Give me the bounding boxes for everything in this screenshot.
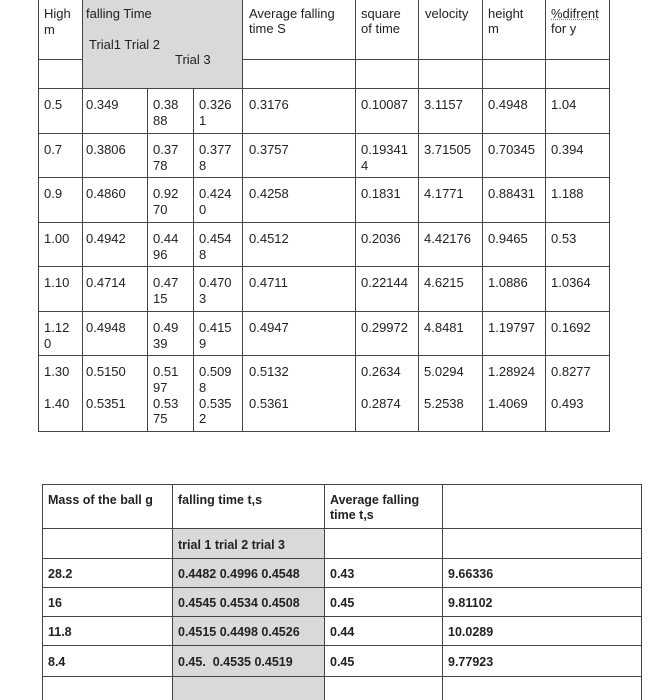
cell-height: 1.10 xyxy=(44,275,70,290)
cell-g: 10.0289 xyxy=(448,625,494,639)
cell-trial3-cont: 0 xyxy=(199,202,207,217)
cell-trial2: 0.53 xyxy=(153,396,179,411)
cell-average: 0.4947 xyxy=(249,320,289,335)
cell-percent: 0.493 xyxy=(551,396,584,411)
cell-trial2: 0.44 xyxy=(153,231,179,246)
cell-trial1: 0.4860 xyxy=(86,186,126,201)
cell-square: 0.1831 xyxy=(361,186,401,201)
cell-average: 0.4258 xyxy=(249,186,289,201)
cell-mass: 8.4 xyxy=(48,655,66,669)
cell-average: 0.44 xyxy=(330,625,355,639)
cell-percent: 1.04 xyxy=(551,97,577,112)
cell-velocity: 3.71505 xyxy=(424,142,471,157)
cell-trial2-cont: 78 xyxy=(153,158,168,173)
cell-height: 0.5 xyxy=(44,97,63,112)
cell-trial3: 0.454 xyxy=(199,231,232,246)
header-height-col: height xyxy=(488,6,524,21)
header-velocity: velocity xyxy=(425,6,469,21)
cell-trial3: 0.326 xyxy=(199,97,232,112)
cell-trial3-cont: 8 xyxy=(199,158,207,173)
cell-trial2-cont: 39 xyxy=(153,336,168,351)
cell-mass: 16 xyxy=(48,596,62,610)
cell-trial3: 0.470 xyxy=(199,275,232,290)
cell-percent: 0.8277 xyxy=(551,364,591,379)
cell-velocity: 4.42176 xyxy=(424,231,471,246)
cell-height: 1.12 xyxy=(44,320,70,335)
cell-square: 0.22144 xyxy=(361,275,408,290)
cell-trial2: 0.38 xyxy=(153,97,179,112)
cell-trial1: 0.5150 xyxy=(86,364,126,379)
cell-height: 1.00 xyxy=(44,231,70,246)
cell-percent: 1.0364 xyxy=(551,275,591,290)
header-average-unit: time S xyxy=(249,21,286,36)
cell-trial1: 0.3806 xyxy=(86,142,126,157)
cell-trials: 0.4545 0.4534 0.4508 xyxy=(178,596,300,610)
cell-trial2: 0.37 xyxy=(153,142,179,157)
header-mass: Mass of the ball g xyxy=(48,493,153,507)
header-square: square xyxy=(361,6,401,21)
cell-average: 0.4711 xyxy=(249,275,288,290)
cell-height: 0.9 xyxy=(44,186,63,201)
cell-trial3: 0.415 xyxy=(199,320,232,335)
header-falling-time: falling time t,s xyxy=(178,493,263,507)
cell-height-cont: 0 xyxy=(44,336,52,351)
cell-trial3-cont: 8 xyxy=(199,247,207,262)
cell-height: 1.40 xyxy=(44,396,70,411)
cell-height-m: 1.4069 xyxy=(488,396,528,411)
header-height-unit: m xyxy=(44,22,55,37)
cell-trial3: 0.377 xyxy=(199,142,232,157)
cell-square-cont: 4 xyxy=(361,158,369,173)
cell-trial3-cont: 8 xyxy=(199,380,207,395)
cell-average: 0.45 xyxy=(330,596,355,610)
cell-trial2-cont: 70 xyxy=(153,202,168,217)
cell-trial1: 0.5351 xyxy=(86,396,126,411)
header-average: Average falling xyxy=(249,6,335,21)
cell-height-m: 0.9465 xyxy=(488,231,528,246)
cell-height-m: 0.4948 xyxy=(488,97,528,112)
header-trials: trial 1 trial 2 trial 3 xyxy=(178,538,285,552)
cell-average: 0.3757 xyxy=(249,142,289,157)
cell-velocity: 4.8481 xyxy=(424,320,464,335)
cell-percent: 0.394 xyxy=(551,142,584,157)
cell-g: 9.81102 xyxy=(448,596,493,610)
cell-mass: 28.2 xyxy=(48,567,73,581)
cell-velocity: 4.6215 xyxy=(424,275,464,290)
cell-average: 0.5361 xyxy=(249,396,289,411)
cell-trial3: 0.509 xyxy=(199,364,232,379)
cell-square: 0.10087 xyxy=(361,97,408,112)
cell-velocity: 3.1157 xyxy=(424,97,463,112)
cell-percent: 1.188 xyxy=(551,186,584,201)
cell-trial3: 0.424 xyxy=(199,186,232,201)
cell-trials: 0.4482 0.4996 0.4548 xyxy=(178,567,300,581)
header-percent-diff-2: for y xyxy=(551,21,577,36)
header-trial3: Trial 3 xyxy=(175,52,211,67)
cell-average: 0.3176 xyxy=(249,97,289,112)
cell-average: 0.4512 xyxy=(249,231,289,246)
cell-average: 0.5132 xyxy=(249,364,289,379)
cell-trial2: 0.92 xyxy=(153,186,179,201)
cell-height-m: 0.70345 xyxy=(488,142,535,157)
cell-height: 0.7 xyxy=(44,142,63,157)
cell-trial1: 0.349 xyxy=(86,97,119,112)
cell-velocity: 5.2538 xyxy=(424,396,464,411)
table-2 xyxy=(0,480,664,700)
header-average-unit: time t,s xyxy=(330,508,374,522)
grey-trials-column xyxy=(172,528,324,700)
header-trials: Trial1 Trial 2 xyxy=(89,37,161,52)
cell-height-m: 1.0886 xyxy=(488,275,528,290)
cell-square: 0.2634 xyxy=(361,364,401,379)
cell-height-m: 1.19797 xyxy=(488,320,535,335)
header-average: Average falling xyxy=(330,493,420,507)
header-falling-time: falling Time xyxy=(86,6,152,21)
cell-square: 0.2874 xyxy=(361,396,401,411)
cell-average: 0.45 xyxy=(330,655,355,669)
cell-square: 0.2036 xyxy=(361,231,401,246)
cell-percent: 0.53 xyxy=(551,231,577,246)
cell-trial2-cont: 97 xyxy=(153,380,168,395)
cell-g: 9.77923 xyxy=(448,655,494,669)
cell-height-m: 1.28924 xyxy=(488,364,535,379)
cell-square: 0.29972 xyxy=(361,320,408,335)
cell-trials: 0.4515 0.4498 0.4526 xyxy=(178,625,300,639)
cell-trial1: 0.4948 xyxy=(86,320,126,335)
cell-trial1: 0.4942 xyxy=(86,231,126,246)
cell-trial2-cont: 96 xyxy=(153,247,168,262)
cell-trial1: 0.4714 xyxy=(86,275,126,290)
cell-trial3-cont: 2 xyxy=(199,411,207,426)
cell-height: 1.30 xyxy=(44,364,70,379)
header-percent-diff: %difrent xyxy=(551,6,599,21)
header-height-col-unit: m xyxy=(488,21,499,36)
cell-average: 0.43 xyxy=(330,567,355,581)
cell-g: 9.66336 xyxy=(448,567,494,581)
header-square-2: of time xyxy=(361,21,401,36)
cell-trial2-cont: 75 xyxy=(153,411,168,426)
header-height: High xyxy=(44,6,71,21)
cell-trial3: 0.535 xyxy=(199,396,232,411)
cell-velocity: 5.0294 xyxy=(424,364,464,379)
cell-trial2: 0.47 xyxy=(153,275,179,290)
cell-trial2-cont: 15 xyxy=(153,291,168,306)
cell-trial3-cont: 3 xyxy=(199,291,207,306)
cell-trials: 0.45. 0.4535 0.4519 xyxy=(178,655,293,669)
cell-mass: 11.8 xyxy=(48,625,72,639)
cell-percent: 0.1692 xyxy=(551,320,591,335)
cell-trial3-cont: 1 xyxy=(199,113,207,128)
cell-height-m: 0.88431 xyxy=(488,186,535,201)
cell-trial2: 0.51 xyxy=(153,364,179,379)
cell-trial3-cont: 9 xyxy=(199,336,207,351)
cell-trial2-cont: 88 xyxy=(153,113,168,128)
cell-velocity: 4.1771 xyxy=(424,186,464,201)
cell-square: 0.19341 xyxy=(361,142,408,157)
cell-trial2: 0.49 xyxy=(153,320,179,335)
